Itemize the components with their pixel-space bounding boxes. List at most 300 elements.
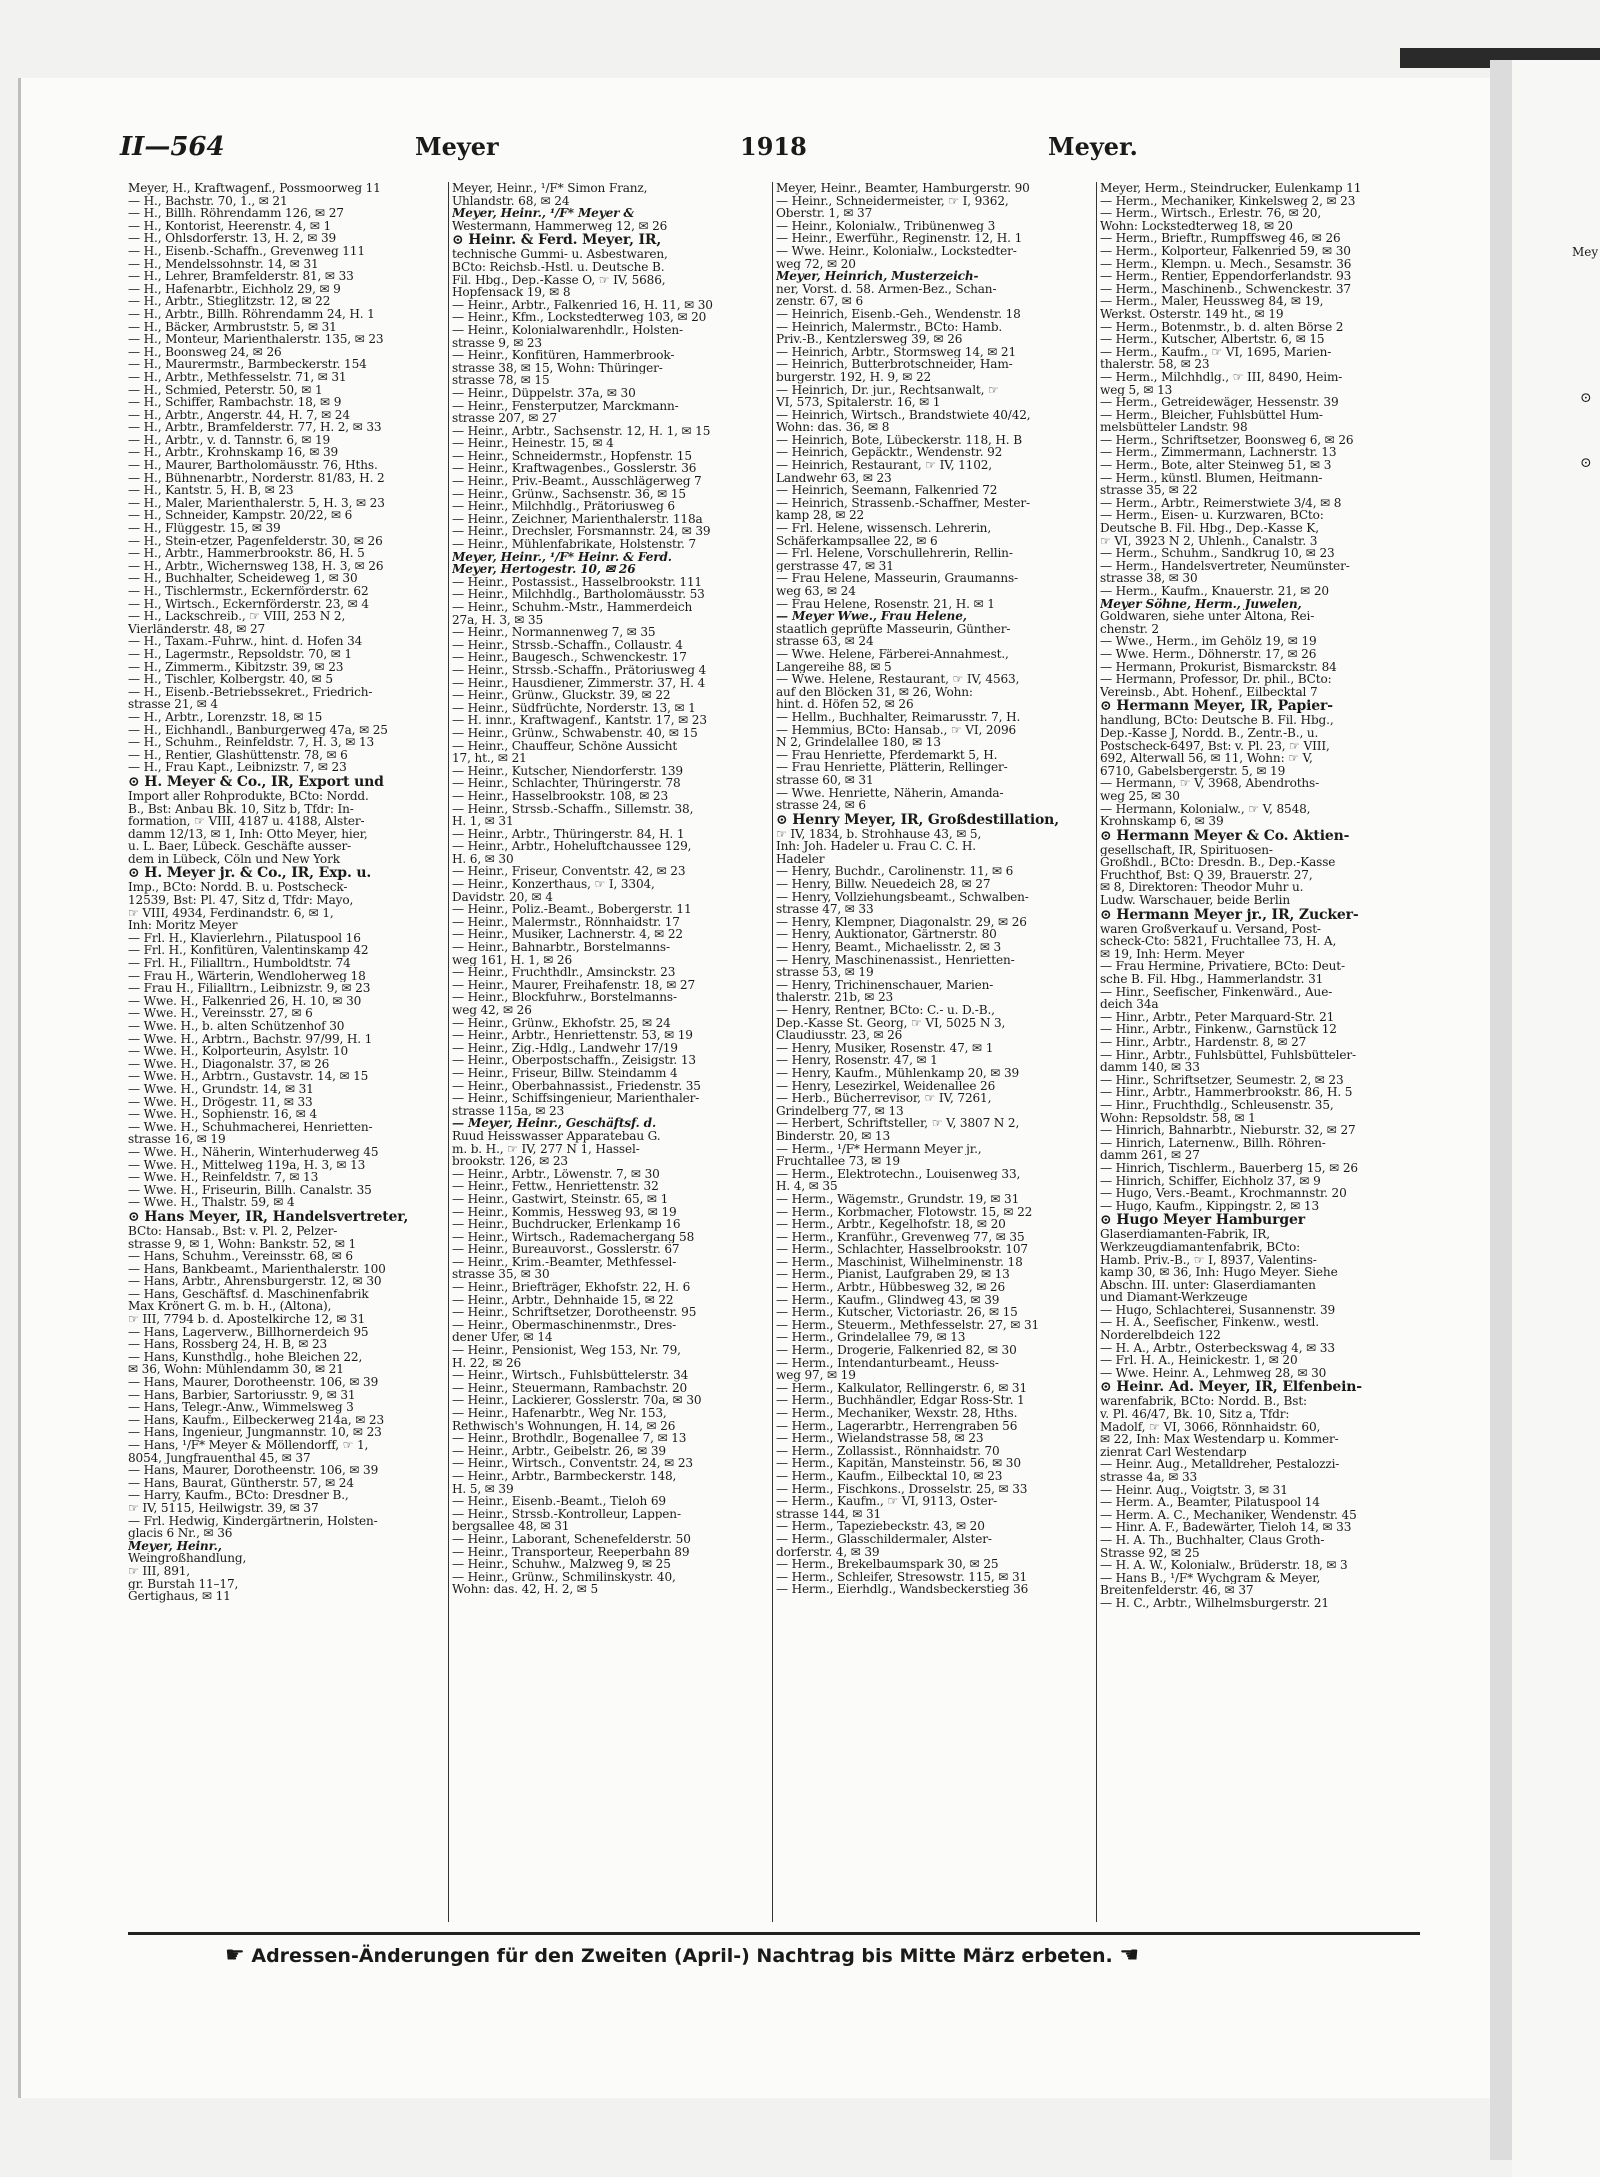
directory-entry-line: — Heinr., Arbtr., Sachsenstr. 12, H. 1, ✉ 15 xyxy=(452,424,711,438)
directory-entry-line: — Heinr., Mühlenfabrikate, Holstenstr. 7 xyxy=(452,538,696,551)
directory-entry-line: gr. Burstah 11–17, xyxy=(128,1577,239,1591)
directory-entry-line: — Herm., Arbtr., Kegelhofstr. 18, ✉ 20 xyxy=(776,1218,1006,1231)
directory-entry-line: Werkst. Osterstr. 149 ht., ✉ 19 xyxy=(1100,307,1284,321)
directory-entry-line: Meyer, Heinr., Beamter, Hamburgerstr. 90 xyxy=(776,182,1030,195)
directory-column-1 xyxy=(128,182,446,1930)
directory-entry-line: — Hans, ¹/F* Meyer & Möllendorff, ☞ 1, xyxy=(128,1439,369,1452)
directory-entry-line: — Heinr., Schneidermstr., Hopfenstr. 15 xyxy=(452,449,692,463)
directory-entry-line: staatlich geprüfte Masseurin, Günther- xyxy=(776,622,1011,636)
directory-entry-line: — Herm., Bleicher, Fuhlsbüttel Hum- xyxy=(1100,408,1323,422)
directory-entry-line: — Herm., Schuhm., Sandkrug 10, ✉ 23 xyxy=(1100,547,1335,560)
directory-entry-line: — Heinr., Kraftwagenbes., Gosslerstr. 36 xyxy=(452,462,697,476)
directory-entry-line: — Herm., Kapitän, Mansteinstr. 56, ✉ 30 xyxy=(776,1457,1021,1470)
directory-entry-line: 27a, H. 3, ✉ 35 xyxy=(452,613,544,627)
directory-entry-line: — Heinr., Oberbahnassist., Friedenstr. 35 xyxy=(452,1079,701,1093)
directory-entry-line: — H., Hafenarbtr., Eichholz 29, ✉ 9 xyxy=(128,282,341,296)
directory-entry-line: — H., Maler, Marienthalerstr. 5, H. 3, ✉ 23 xyxy=(128,496,385,510)
directory-entry-line: — Heinr., Musiker, Lachnerstr. 4, ✉ 22 xyxy=(452,928,683,942)
directory-entry-line: — Heinr., Grünw., Schwabenstr. 40, ✉ 15 xyxy=(452,726,698,740)
directory-entry-line: — H. A. W., Kolonialw., Brüderstr. 18, ✉ 3 xyxy=(1100,1559,1348,1572)
directory-entry-line: Breitenfelderstr. 46, ✉ 37 xyxy=(1100,1584,1254,1597)
directory-entry-line: — Frau Henriette, Plätterin, Rellinger- xyxy=(776,761,1008,774)
directory-entry-line: — H., Mendelssohnstr. 14, ✉ 31 xyxy=(128,257,319,271)
directory-entry-line: Wohn: Repsoldstr. 58, ✉ 1 xyxy=(1100,1111,1256,1125)
directory-entry-line: melsbütteler Landstr. 98 xyxy=(1100,421,1248,434)
directory-entry-line: — Herm., Tapeziebeckstr. 43, ✉ 20 xyxy=(776,1520,985,1533)
directory-entry-line: strasse 60, ✉ 31 xyxy=(776,773,874,787)
directory-entry-line: Import aller Rohprodukte, BCto: Nordd. xyxy=(128,789,369,803)
directory-entry-line: — Herm., Maschinenb., Schwenckestr. 37 xyxy=(1100,282,1351,296)
directory-entry-line: — H., Lagermstr., Repsoldstr. 70, ✉ 1 xyxy=(128,647,352,661)
directory-entry-line: ☞ IV, 1834, b. Strohhause 43, ✉ 5, xyxy=(776,827,982,841)
directory-entry-line: — H., Bühnenarbtr., Norderstr. 81/83, H. 2 xyxy=(128,471,385,485)
directory-entry-line: Vierländerstr. 48, ✉ 27 xyxy=(128,622,266,636)
directory-entry-line: — Herm., Kranführ., Grevenweg 77, ✉ 35 xyxy=(776,1230,1025,1244)
directory-entry-line: — Heinr., Fruchthdlr., Amsinckstr. 23 xyxy=(452,966,676,979)
directory-entry-line: — Herm., künstl. Blumen, Heitmann- xyxy=(1100,471,1323,485)
directory-entry-line: — Herm., Eisen- u. Kurzwaren, BCto: xyxy=(1100,509,1324,523)
directory-entry-line: — Herm., Wägemstr., Grundstr. 19, ✉ 31 xyxy=(776,1192,1020,1206)
directory-entry-line: — Heinr., Obermaschinenmstr., Dres- xyxy=(452,1318,677,1332)
directory-entry-line: ☞ IV, 5115, Heilwigstr. 39, ✉ 37 xyxy=(128,1501,319,1515)
directory-entry-line: — Wwe. H., Kolporteurin, Asylstr. 10 xyxy=(128,1045,349,1058)
directory-entry-line: ✉ 22, Inh: Max Westendarp u. Kommer- xyxy=(1100,1433,1339,1446)
directory-entry-line: — Heinr., Grünw., Schmilinskystr. 40, xyxy=(452,1570,676,1584)
directory-entry-line: — Wwe. H., Friseurin, Billh. Canalstr. 35 xyxy=(128,1183,372,1197)
directory-entry-line: — Wwe. Helene, Restaurant, ☞ IV, 4563, xyxy=(776,673,1020,686)
directory-entry-line: warenfabrik, BCto: Nordd. B., Bst: xyxy=(1100,1395,1307,1409)
directory-entry-line: weg 161, H. 1, ✉ 26 xyxy=(452,953,573,967)
directory-entry-line: — Herm., Grindelallee 79, ✉ 13 xyxy=(776,1331,966,1345)
directory-entry-line: — Heinrich, Seemann, Falkenried 72 xyxy=(776,484,998,497)
directory-entry-line: — H., Monteur, Marienthalerstr. 135, ✉ 23 xyxy=(128,333,384,346)
directory-entry-line: weg 25, ✉ 30 xyxy=(1100,789,1180,803)
directory-entry-line: — Herm., Wirtsch., Erlestr. 76, ✉ 20, xyxy=(1100,207,1322,220)
directory-entry-line: burgerstr. 192, H. 9, ✉ 22 xyxy=(776,370,932,384)
directory-entry-line: — Heinr., Schuhw., Malzweg 9, ✉ 25 xyxy=(452,1558,671,1571)
directory-entry-line: — Wwe., Herm., im Gehölz 19, ✉ 19 xyxy=(1100,635,1317,648)
directory-entry-line: — H. innr., Kraftwagenf., Kantstr. 17, ✉ 23 xyxy=(452,714,707,727)
directory-entry-line: — Herm., Schleifer, Stresowstr. 115, ✉ 31 xyxy=(776,1570,1028,1584)
directory-entry-line: ✉ 19, Inh: Herm. Meyer xyxy=(1100,947,1244,961)
directory-entry-line: — H., Arbtr., Wichernsweg 138, H. 3, ✉ 26 xyxy=(128,559,384,573)
directory-entry-line: — Hermann, Professor, Dr. phil., BCto: xyxy=(1100,673,1332,686)
directory-entry-line: — H., Eisenb.-Schaffn., Grevenweg 111 xyxy=(128,244,365,258)
directory-entry-line: — Wwe. Heinr. A., Lehmweg 28, ✉ 30 xyxy=(1100,1366,1327,1380)
directory-entry-line: — Henry, Billw. Neuedeich 28, ✉ 27 xyxy=(776,878,991,891)
directory-entry-line: — Hans, Kunsthdlg., hohe Bleichen 22, xyxy=(128,1350,363,1364)
directory-entry-line: — Hugo, Vers.-Beamt., Krochmannstr. 20 xyxy=(1100,1187,1347,1200)
directory-entry-line: Postscheck-6497, Bst: v. Pl. 23, ☞ VIII, xyxy=(1100,739,1330,753)
directory-entry-line: hint. d. Höfen 52, ✉ 26 xyxy=(776,698,914,711)
directory-entry-line: — Heinr., Brothdlr., Bogenallee 7, ✉ 13 xyxy=(452,1432,687,1445)
directory-entry-line: — Hans, Arbtr., Ahrensburgerstr. 12, ✉ 30 xyxy=(128,1275,382,1288)
directory-entry-line: — Heinr., Düppelstr. 37a, ✉ 30 xyxy=(452,386,636,400)
directory-entry-line: Davidstr. 20, ✉ 4 xyxy=(452,890,553,904)
directory-entry-line: H. 4, ✉ 35 xyxy=(776,1180,838,1193)
directory-entry-line: — Herm., Korbmacher, Flotowstr. 15, ✉ 22 xyxy=(776,1205,1033,1219)
directory-entry-line: — Henry, Lesezirkel, Weidenallee 26 xyxy=(776,1079,996,1093)
directory-entry-line: — Wwe. H., Näherin, Winterhuderweg 45 xyxy=(128,1145,379,1159)
directory-entry-line: zenstr. 67, ✉ 6 xyxy=(776,295,864,308)
directory-entry-line: Abschn. III. unter: Glaserdiamanten xyxy=(1100,1278,1316,1292)
directory-entry-line: Imp., BCto: Nordd. B. u. Postscheck- xyxy=(128,881,348,895)
directory-entry-line: — Herm., Buchhändler, Edgar Ross-Str. 1 xyxy=(776,1394,1025,1407)
directory-entry-line: — H., Arbtr., Methfesselstr. 71, ✉ 31 xyxy=(128,370,347,384)
directory-entry-line: thalerstr. 58, ✉ 23 xyxy=(1100,358,1210,371)
header-right-title: Meyer. xyxy=(1048,132,1138,161)
directory-entry-line: — Wwe. H., Drögestr. 11, ✉ 33 xyxy=(128,1095,313,1109)
directory-entry-line: — Herm., Brieftr., Rumpffsweg 46, ✉ 26 xyxy=(1100,232,1341,245)
directory-entry-line: ⊙ Hermann Meyer & Co. Aktien- xyxy=(1100,827,1350,844)
directory-entry-line: ⊙ H. Meyer & Co., IR, Export und xyxy=(128,773,384,790)
directory-entry-line: — H., Frau Kapt., Leibnizstr. 7, ✉ 23 xyxy=(128,761,347,774)
directory-entry-line: und Diamant-Werkzeuge xyxy=(1100,1291,1248,1304)
directory-entry-line: — H., Flüggestr. 15, ✉ 39 xyxy=(128,522,281,535)
directory-entry-line: kamp 28, ✉ 22 xyxy=(776,509,865,523)
directory-entry-line: Fruchtallee 73, ✉ 19 xyxy=(776,1155,900,1168)
directory-entry-line: — H., Bachstr. 70, 1., ✉ 21 xyxy=(128,194,288,208)
directory-entry-line: — Wwe. Heinr., Kolonialw., Lockstedter- xyxy=(776,244,1017,258)
directory-entry-line: — Hans, Baurat, Güntherstr. 57, ✉ 24 xyxy=(128,1476,354,1490)
directory-entry-line: B., Bst: Anbau Bk. 10, Sitz b, Tfdr: In- xyxy=(128,802,354,816)
directory-entry-line: — Heinr., Kolonialw., Tribünenweg 3 xyxy=(776,219,996,233)
directory-entry-line: — H., Lehrer, Bramfelderstr. 81, ✉ 33 xyxy=(128,270,354,283)
directory-entry-line: ⊙ Hans Meyer, IR, Handelsvertreter, xyxy=(128,1208,409,1225)
directory-entry-line: — Heinr., Postassist., Hasselbrookstr. 111 xyxy=(452,575,702,589)
directory-entry-line: — Heinr., Schuhm.-Mstr., Hammerdeich xyxy=(452,601,693,614)
directory-entry-line: — Wwe. Herm., Döhnerstr. 17, ✉ 26 xyxy=(1100,647,1317,661)
directory-entry-line: scheck-Cto: 5821, Fruchtallee 73, H. A, xyxy=(1100,935,1337,948)
directory-entry-line: — Herm., Pianist, Laufgraben 29, ✉ 13 xyxy=(776,1268,1010,1282)
directory-entry-line: — Heinr., Strssb.-Schaffn., Prätoriusweg 4 xyxy=(452,663,707,677)
directory-entry-line: — Hinr., Seefischer, Finkenwärd., Aue- xyxy=(1100,985,1333,999)
directory-entry-line: — Henry, Rosenstr. 47, ✉ 1 xyxy=(776,1054,938,1067)
directory-entry-line: — Henry, Trichinenschauer, Marien- xyxy=(776,978,994,992)
directory-entry-line: auf den Blöcken 31, ✉ 26, Wohn: xyxy=(776,685,973,699)
directory-entry-line: technische Gummi- u. Asbestwaren, xyxy=(452,248,668,261)
directory-entry-line: ⊙ Heinr. Ad. Meyer, IR, Elfenbein- xyxy=(1100,1379,1362,1396)
directory-entry-line: — H., Arbtr., Lorenzstr. 18, ✉ 15 xyxy=(128,710,323,724)
directory-entry-line: — H. C., Arbtr., Wilhelmsburgerstr. 21 xyxy=(1100,1596,1329,1610)
directory-entry-line: — H., Kontorist, Heerenstr. 4, ✉ 1 xyxy=(128,219,332,233)
directory-entry-line: Oberstr. 1, ✉ 37 xyxy=(776,207,873,220)
directory-entry-line: — Hans, Geschäftsf. d. Maschinenfabrik xyxy=(128,1287,369,1301)
directory-entry-line: — Heinr., Zeichner, Marienthalerstr. 118a xyxy=(452,512,703,526)
directory-entry-line: — Heinr., Oberpostschaffn., Zeisigstr. 13 xyxy=(452,1054,696,1067)
directory-entry-line: — H., Boonsweg 24, ✉ 26 xyxy=(128,345,282,359)
directory-entry-line: Dep.-Kasse St. Georg, ☞ VI, 5025 N 3, xyxy=(776,1016,1006,1030)
directory-entry-line: H. 5, ✉ 39 xyxy=(452,1482,514,1496)
directory-entry-line: — Heinrich, Gepäcktr., Wendenstr. 92 xyxy=(776,446,1003,460)
directory-entry-line: — H. A., Arbtr., Osterbeckswag 4, ✉ 33 xyxy=(1100,1341,1335,1355)
directory-entry-line: — H., Tischler, Kolbergstr. 40, ✉ 5 xyxy=(128,673,333,686)
directory-entry-line: — Herm., Arbtr., Hübbesweg 32, ✉ 26 xyxy=(776,1281,1005,1294)
directory-entry-line: — Heinr., Konfitüren, Hammerbrook- xyxy=(452,349,675,362)
directory-entry-line: Wohn: Lockstedterweg 18, ✉ 20 xyxy=(1100,219,1293,233)
directory-entry-line: — Heinr., Strssb.-Kontrolleur, Lappen- xyxy=(452,1507,681,1521)
directory-entry-line: — Heinr., Arbtr., Hoheluftchaussee 129, xyxy=(452,840,692,853)
directory-entry-line: — H., Rentier, Glashüttenstr. 78, ✉ 6 xyxy=(128,748,348,762)
directory-entry-line: strasse 47, ✉ 33 xyxy=(776,903,874,916)
directory-entry-line: 12539, Bst: Pl. 47, Sitz d, Tfdr: Mayo, xyxy=(128,894,354,907)
directory-entry-line: strasse 78, ✉ 15 xyxy=(452,374,550,387)
directory-entry-line: — Heinrich, Dr. jur., Rechtsanwalt, ☞ xyxy=(776,383,999,397)
directory-entry-line: — Herm., Schriftsetzer, Boonsweg 6, ✉ 26 xyxy=(1100,433,1354,447)
directory-entry-line: kamp 30, ✉ 36, Inh: Hugo Meyer. Siehe xyxy=(1100,1266,1338,1279)
directory-entry-line: ☞ VI, 3923 N 2, Uhlenh., Canalstr. 3 xyxy=(1100,534,1318,548)
directory-entry-line: u. L. Baer, Lübeck. Geschäfte ausser- xyxy=(128,840,352,853)
column-divider xyxy=(448,182,449,1922)
directory-entry-line: — Hans, Rossberg 24, H. B, ✉ 23 xyxy=(128,1338,328,1351)
directory-entry-line: Krohnskamp 6, ✉ 39 xyxy=(1100,815,1224,828)
directory-entry-line: — Wwe. H., Arbtrn., Gustavstr. 14, ✉ 15 xyxy=(128,1070,369,1083)
directory-entry-line: — Heinr., Grünw., Gluckstr. 39, ✉ 22 xyxy=(452,689,671,702)
directory-entry-line: — Hinr., Arbtr., Fuhlsbüttel, Fuhlsbütteler- xyxy=(1100,1048,1356,1062)
directory-entry-line: formation, ☞ VIII, 4187 u. 4188, Alster- xyxy=(128,815,365,828)
directory-entry-line: Norderelbdeich 122 xyxy=(1100,1329,1221,1342)
page-gutter xyxy=(1490,60,1512,2160)
directory-entry-line: — Heinr., Laborant, Schenefelderstr. 50 xyxy=(452,1532,691,1546)
directory-entry-line: — Henry, Rentner, BCto: C.- u. D.-B., xyxy=(776,1004,995,1017)
directory-entry-line: ⊙ Henry Meyer, IR, Großdestillation, xyxy=(776,811,1059,828)
directory-entry-line: — Henry, Maschinenassist., Henrietten- xyxy=(776,953,1015,967)
directory-entry-line: — Heinr., Gastwirt, Steinstr. 65, ✉ 1 xyxy=(452,1192,669,1206)
directory-entry-line: — Hans, Schuhm., Vereinsstr. 68, ✉ 6 xyxy=(128,1250,353,1263)
directory-entry-line: — Wwe. H., Reinfeldstr. 7, ✉ 13 xyxy=(128,1171,319,1184)
directory-entry-line: — Harry, Kaufm., BCto: Dresdner B., xyxy=(128,1489,349,1502)
directory-entry-line: gerstrasse 47, ✉ 31 xyxy=(776,559,894,573)
directory-entry-line: — H., Arbtr., Hammerbrookstr. 86, H. 5 xyxy=(128,547,365,560)
directory-entry-line: — Hemmius, BCto: Hansab., ☞ VI, 2096 xyxy=(776,723,1017,737)
directory-entry-line: Werkzeugdiamantenfabrik, BCto: xyxy=(1100,1240,1301,1254)
directory-entry-line: — Heinr., Malermstr., Rönnhaidstr. 17 xyxy=(452,915,680,929)
directory-entry-line: BCto: Hansab., Bst: v. Pl. 2, Pelzer- xyxy=(128,1224,338,1238)
directory-entry-line: Priv.-B., Kentzlersweg 39, ✉ 26 xyxy=(776,333,963,346)
directory-entry-line: — Hans, Maurer, Dorotheenstr. 106, ✉ 39 xyxy=(128,1464,379,1477)
page-number: II—564 xyxy=(120,132,225,162)
header-year: 1918 xyxy=(740,132,807,161)
directory-entry-line: — Heinr., Grünw., Sachsenstr. 36, ✉ 15 xyxy=(452,487,686,501)
directory-entry-line: — Hinr., Fruchthdlg., Schleusenstr. 35, xyxy=(1100,1098,1334,1112)
directory-entry-line: — Heinr., Friseur, Conventstr. 42, ✉ 23 xyxy=(452,865,686,879)
directory-entry-line: damm 261, ✉ 27 xyxy=(1100,1149,1200,1162)
directory-entry-line: — Hermann, Kolonialw., ☞ V, 8548, xyxy=(1100,802,1311,816)
directory-entry-line: — Heinr., Wirtsch., Rademachergang 58 xyxy=(452,1230,695,1244)
directory-entry-line: 17, ht., ✉ 21 xyxy=(452,752,527,765)
directory-entry-line: — H., Schmied, Peterstr. 50, ✉ 1 xyxy=(128,383,323,397)
directory-entry-line: — H., Zimmerm., Kibitzstr. 39, ✉ 23 xyxy=(128,660,344,674)
directory-entry-line: — Heinr., Heinestr. 15, ✉ 4 xyxy=(452,437,614,450)
directory-entry-line: weg 72, ✉ 20 xyxy=(776,257,856,271)
directory-entry-line: — Heinrich, Butterbrotschneider, Ham- xyxy=(776,358,1013,371)
directory-column-2 xyxy=(452,182,770,1930)
directory-entry-line: Deutsche B. Fil. Hbg., Dep.-Kasse K, xyxy=(1100,522,1319,535)
directory-entry-line: Meyer, H., Kraftwagenf., Possmoorweg 11 xyxy=(128,182,381,195)
directory-entry-line: — Frau Helene, Rosenstr. 21, H. ✉ 1 xyxy=(776,597,995,611)
directory-entry-line: — Herm., Glasschildermaler, Alster- xyxy=(776,1532,992,1546)
directory-entry-line: — Wwe. H., Falkenried 26, H. 10, ✉ 30 xyxy=(128,994,362,1008)
directory-entry-line: — Herm., Kutscher, Victoriastr. 26, ✉ 15 xyxy=(776,1306,1018,1319)
directory-entry-line: — Hinrich, Tischlerm., Bauerberg 15, ✉ 26 xyxy=(1100,1161,1358,1175)
directory-entry-line: — Herm., Schlachter, Hasselbrookstr. 107 xyxy=(776,1243,1028,1256)
directory-entry-line: bergsallee 48, ✉ 31 xyxy=(452,1520,570,1533)
directory-entry-line: Langereihe 88, ✉ 5 xyxy=(776,660,892,674)
directory-entry-line: zienrat Carl Westendarp xyxy=(1100,1445,1247,1459)
directory-entry-line: weg 63, ✉ 24 xyxy=(776,585,856,598)
directory-entry-line: damm 140, ✉ 33 xyxy=(1100,1061,1200,1074)
directory-entry-line: strasse 9, ✉ 23 xyxy=(452,336,542,350)
directory-entry-line: — Heinr., Fensterputzer, Marckmann- xyxy=(452,399,679,413)
directory-entry-line: ⊙ Heinr. & Ferd. Meyer, IR, xyxy=(452,232,662,249)
directory-entry-line: Meyer, Heinr., ¹/F* Heinr. & Ferd. xyxy=(452,550,672,564)
directory-entry-line: Fil. Hbg., Dep.-Kasse O, ☞ IV, 5686, xyxy=(452,273,666,287)
directory-entry-line: — Meyer, Heinr., Geschäftsf. d. xyxy=(452,1117,657,1130)
directory-entry-line: ner, Vorst. d. 58. Armen-Bez., Schan- xyxy=(776,282,997,296)
directory-entry-line: Uhlandstr. 68, ✉ 24 xyxy=(452,194,570,208)
directory-entry-line: — Heinr., Normannenweg 7, ✉ 35 xyxy=(452,626,656,639)
directory-entry-line: — Frl. H., Klavierlehrn., Pilatuspool 16 xyxy=(128,931,361,945)
directory-entry-line: — Herm., Lagerarbtr., Herrengraben 56 xyxy=(776,1419,1018,1433)
directory-entry-line: — Heinr., Bureauvorst., Gosslerstr. 67 xyxy=(452,1243,680,1256)
directory-entry-line: — Wwe. H., Diagonalstr. 37, ✉ 26 xyxy=(128,1057,330,1071)
page-header xyxy=(120,132,1138,172)
directory-entry-line: ✉ 8, Direktoren: Theodor Muhr u. xyxy=(1100,881,1304,895)
directory-entry-line: glacis 6 Nr., ✉ 36 xyxy=(128,1527,233,1540)
directory-entry-line: Hamb. Priv.-B., ☞ I, 8937, Valentins- xyxy=(1100,1253,1317,1267)
directory-entry-line: — Heinr., Kolonialwarenhdlr., Holsten- xyxy=(452,323,683,337)
directory-entry-line: — Hans B., ¹/F* Wychgram & Meyer, xyxy=(1100,1571,1321,1585)
directory-entry-line: — Heinr., Maurer, Freihafenstr. 18, ✉ 27 xyxy=(452,978,696,992)
directory-entry-line: — Heinr., Ewerführ., Reginenstr. 12, H. 1 xyxy=(776,232,1023,245)
directory-entry-line: — Heinr., Schneidermeister, ☞ I, 9362, xyxy=(776,194,1009,208)
directory-entry-line: ☞ III, 891, xyxy=(128,1564,190,1578)
directory-entry-line: — Herm., Steuerm., Methfesselstr. 27, ✉ 31 xyxy=(776,1318,1040,1332)
directory-entry-line: — Wwe. Henriette, Näherin, Amanda- xyxy=(776,786,1004,800)
header-left-title: Meyer xyxy=(415,132,499,161)
directory-entry-line: — Hinrich, Laternenw., Billh. Röhren- xyxy=(1100,1136,1326,1150)
directory-entry-line: — Herm. A. C., Mechaniker, Wendenstr. 45 xyxy=(1100,1508,1357,1522)
directory-entry-line: strasse 21, ✉ 4 xyxy=(128,698,218,711)
next-page-circle-icon: ⊙ xyxy=(1580,455,1592,471)
directory-entry-line: Strasse 92, ✉ 25 xyxy=(1100,1546,1200,1560)
directory-entry-line: Binderstr. 20, ✉ 13 xyxy=(776,1129,891,1143)
directory-entry-line: — Heinr., Arbtr., Löwenstr. 7, ✉ 30 xyxy=(452,1167,660,1181)
directory-entry-line: ☞ III, 7794 b. d. Apostelkirche 12, ✉ 31 xyxy=(128,1313,366,1326)
directory-entry-line: — Herm., Brekelbaumspark 30, ✉ 25 xyxy=(776,1558,999,1571)
directory-entry-line: — Heinr., Schlachter, Thüringerstr. 78 xyxy=(452,777,681,790)
directory-entry-line: waren Großverkauf u. Versand, Post- xyxy=(1100,922,1321,936)
directory-entry-line: H. 22, ✉ 26 xyxy=(452,1356,522,1370)
directory-entry-line: — Henry, Vollziehungsbeamt., Schwalben- xyxy=(776,890,1029,904)
directory-entry-line: — Wwe. H., Sophienstr. 16, ✉ 4 xyxy=(128,1108,318,1121)
directory-entry-line: Vereinsb., Abt. Hohenf., Eilbecktal 7 xyxy=(1100,685,1318,699)
directory-entry-line: — Heinr., Hasselbrookstr. 108, ✉ 23 xyxy=(452,789,668,803)
pointing-hand-right-icon: ☛ xyxy=(225,1943,245,1968)
directory-entry-line: — Herm., Mechaniker, Kinkelsweg 2, ✉ 23 xyxy=(1100,194,1356,208)
directory-entry-line: — Herm., Milchhdlg., ☞ III, 8490, Heim- xyxy=(1100,370,1343,384)
directory-entry-line: 8054, Jungfrauenthal 45, ✉ 37 xyxy=(128,1451,311,1465)
directory-entry-line: — Heinrich, Eisenb.-Geh., Wendenstr. 18 xyxy=(776,307,1021,321)
directory-entry-line: deich 34a xyxy=(1100,998,1159,1011)
directory-entry-line: — Heinr., Krim.-Beamter, Methfessel- xyxy=(452,1255,677,1269)
directory-entry-line: — Herm., Drogerie, Falkenried 82, ✉ 30 xyxy=(776,1344,1017,1357)
directory-entry-line: — Hinr. A. F., Badewärter, Tieloh 14, ✉ 33 xyxy=(1100,1521,1352,1534)
directory-entry-line: — Herm., Maler, Heussweg 84, ✉ 19, xyxy=(1100,295,1324,308)
directory-entry-line: dem in Lübeck, Cöln und New York xyxy=(128,852,340,866)
directory-entry-line: ✉ 36, Wohn: Mühlendamm 30, ✉ 21 xyxy=(128,1363,344,1377)
directory-entry-line: strasse 207, ✉ 27 xyxy=(452,412,558,425)
directory-entry-line: dorferstr. 4, ✉ 39 xyxy=(776,1545,880,1559)
directory-entry-line: — H., Schiffer, Rambachstr. 18, ✉ 9 xyxy=(128,396,342,409)
directory-entry-line: — H., Billh. Röhrendamm 126, ✉ 27 xyxy=(128,207,344,220)
directory-entry-line: brookstr. 126, ✉ 23 xyxy=(452,1155,568,1168)
directory-entry-line: Gertighaus, ✉ 11 xyxy=(128,1590,231,1603)
directory-entry-line: Westermann, Hammerweg 12, ✉ 26 xyxy=(452,219,668,233)
directory-column-3 xyxy=(776,182,1094,1930)
next-page-fragment: Mey xyxy=(1572,245,1599,259)
directory-entry-line: 6710, Gabelsbergerstr. 5, ✉ 19 xyxy=(1100,764,1286,778)
directory-entry-line: — Hinr., Arbtr., Hammerbrookstr. 86, H. 5 xyxy=(1100,1086,1353,1099)
directory-entry-line: — H., Arbtr., Angerstr. 44, H. 7, ✉ 24 xyxy=(128,408,350,422)
directory-entry-line: — Herm., Botenmstr., b. d. alten Börse 2 xyxy=(1100,320,1344,334)
next-page-circle-icon: ⊙ xyxy=(1580,390,1592,406)
directory-entry-line: — Heinr., Arbtr., Henriettenstr. 53, ✉ 19 xyxy=(452,1029,693,1042)
directory-entry-line: — Wwe. H., Grundstr. 14, ✉ 31 xyxy=(128,1082,314,1096)
directory-entry-line: Ruud Heisswasser Apparatebau G. xyxy=(452,1129,661,1143)
directory-entry-line: — Hans, Kaufm., Eilbeckerweg 214a, ✉ 23 xyxy=(128,1413,384,1427)
directory-entry-line: — Herm., Kaufm., ☞ VI, 1695, Marien- xyxy=(1100,345,1332,359)
directory-entry-line: — Frl. Helene, Vorschullehrerin, Rellin- xyxy=(776,547,1013,560)
directory-entry-line: — Heinr., Arbtr., Thüringerstr. 84, H. 1 xyxy=(452,827,685,841)
directory-entry-line: — Heinr., Buchdrucker, Erlenkamp 16 xyxy=(452,1218,681,1231)
footer-text: Adressen-Änderungen für den Zweiten (April-) Nachtrag bis Mitte März erbeten. xyxy=(251,1945,1113,1967)
directory-entry-line: — Hermann, Prokurist, Bismarckstr. 84 xyxy=(1100,660,1337,674)
directory-entry-line: — Herm. A., Beamter, Pilatuspool 14 xyxy=(1100,1496,1320,1509)
directory-entry-line: — Hugo, Schlachterei, Susannenstr. 39 xyxy=(1100,1303,1336,1317)
directory-entry-line: Claudiusstr. 23, ✉ 26 xyxy=(776,1029,903,1042)
bottom-rule xyxy=(128,1932,1420,1935)
directory-entry-line: Glaserdiamanten-Fabrik, IR, xyxy=(1100,1228,1270,1241)
directory-entry-line: — Herm., Mechaniker, Wexstr. 28, Hths. xyxy=(776,1407,1018,1420)
directory-entry-line: strasse 16, ✉ 19 xyxy=(128,1133,226,1146)
directory-entry-line: — Heinr., Drechsler, Forsmannstr. 24, ✉ 39 xyxy=(452,525,711,539)
directory-entry-line: — H. A., Seefischer, Finkenw., westl. xyxy=(1100,1316,1319,1330)
directory-entry-line: — Hinr., Schriftsetzer, Seumestr. 2, ✉ 23 xyxy=(1100,1073,1344,1087)
directory-entry-line: — Herm., Maschinist, Wilhelminenstr. 18 xyxy=(776,1255,1023,1269)
directory-entry-line: — H., Taxam.-Fuhrw., hint. d. Hofen 34 xyxy=(128,635,363,648)
directory-entry-line: — Hinr., Arbtr., Peter Marquard-Str. 21 xyxy=(1100,1010,1335,1024)
directory-entry-line: strasse 38, ✉ 15, Wohn: Thüringer- xyxy=(452,361,663,375)
directory-entry-line: handlung, BCto: Deutsche B. Fil. Hbg., xyxy=(1100,714,1334,727)
directory-entry-line: — Herm., Eierhdlg., Wandsbeckerstieg 36 xyxy=(776,1583,1029,1596)
directory-entry-line: — Hans, Lagerverw., Billhornerdeich 95 xyxy=(128,1325,369,1339)
directory-entry-line: Landwehr 63, ✉ 23 xyxy=(776,471,892,485)
directory-entry-line: — H., Maurer, Bartholomäusstr. 76, Hths. xyxy=(128,459,378,472)
directory-entry-line: — Heinr., Arbtr., Dehnhaide 15, ✉ 22 xyxy=(452,1293,674,1307)
directory-entry-line: — Hans, Bankbeamt., Marienthalerstr. 100 xyxy=(128,1262,386,1276)
directory-entry-line: — Heinr. Aug., Voigtstr. 3, ✉ 31 xyxy=(1100,1483,1288,1497)
directory-entry-line: — Heinr., Lackierer, Gosslerstr. 70a, ✉ 30 xyxy=(452,1394,702,1407)
directory-entry-line: — Heinr., Bahnarbtr., Borstelmanns- xyxy=(452,941,670,954)
directory-entry-line: — Herm., Kaufm., Eilbecktal 10, ✉ 23 xyxy=(776,1469,1003,1483)
directory-entry-line: — Herm., Kutscher, Albertstr. 6, ✉ 15 xyxy=(1100,333,1325,346)
directory-entry-line: strasse 35, ✉ 22 xyxy=(1100,484,1198,497)
directory-entry-line: Meyer, Heinr., ¹/F* Meyer & xyxy=(452,207,635,220)
directory-entry-line: — Frl. Helene, wissensch. Lehrerin, xyxy=(776,522,992,535)
directory-entry-line: — Herbert, Schriftsteller, ☞ V, 3807 N 2, xyxy=(776,1117,1020,1130)
directory-entry-line: — Frau Hermine, Privatiere, BCto: Deut- xyxy=(1100,960,1345,974)
